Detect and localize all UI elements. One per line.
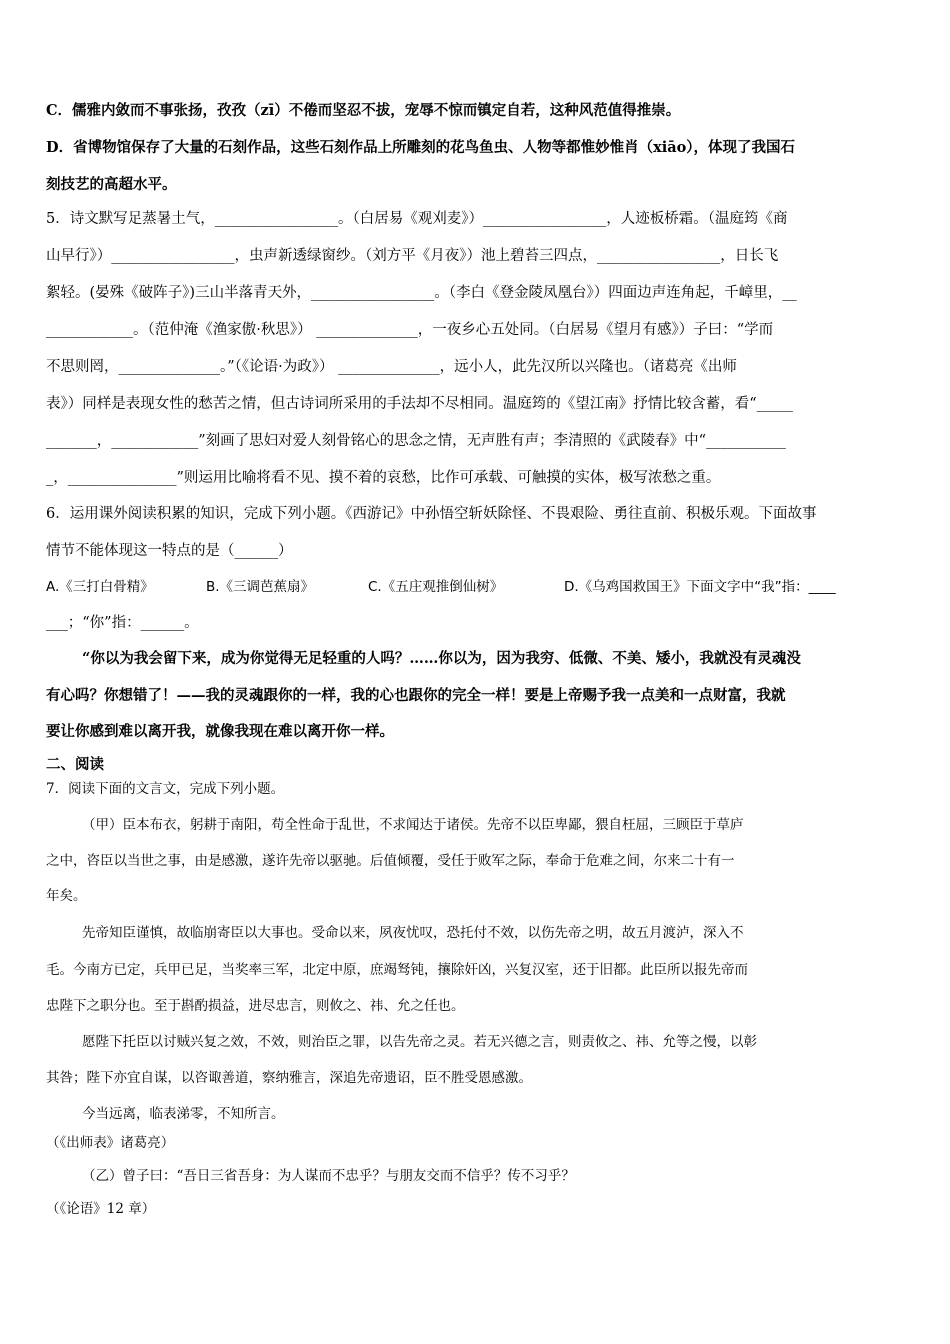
q7-intro: 7．阅读下面的文言文，完成下列小题。 <box>46 781 285 797</box>
q6-quote-line-3: 要让你感到难以离开我，就像我现在难以离开你一样。 <box>46 723 394 740</box>
jia-line-8: 其咎；陛下亦宜自谋，以咨诹善道，察纳雅言，深追先帝遗诏，臣不胜受恩感激。 <box>46 1070 532 1086</box>
q6-line-2: 情节不能体现这一特点的是（______） <box>46 543 293 559</box>
yi-text: （乙）曾子曰：“吾日三省吾身：为人谋而不忠乎？与朋友交而不信乎？传不习乎？ <box>82 1168 575 1184</box>
jia-line-7: 愿陛下托臣以讨贼兴复之效，不效，则治臣之罪，以告先帝之灵。若无兴德之言，则责攸之、祎、允等之慢，以彰 <box>82 1034 757 1050</box>
q5-line-7: _______，____________”刻画了思妇对爱人刻骨铭心的思念之情，无声胜有声；李清照的《武陵春》中“___________ <box>46 433 786 449</box>
jia-line-4: 先帝知臣谨慎，故临崩寄臣以大事也。受命以来，夙夜忧叹，恐托付不效，以伤先帝之明，故五月渡泸，深入不 <box>82 925 744 941</box>
q6-quote-line-1: “你以为我会留下来，成为你觉得无足轻重的人吗？……你以为，因为我穷、低微、不美、矮小，我就没有灵魂没 <box>82 650 801 667</box>
q5-line-6: 表》）同样是表现女性的愁苦之情，但古诗词所采用的手法却不尽相同。温庭筠的《望江南》抒情比较含蓄，看“_____ <box>46 396 793 412</box>
jia-line-1: （甲）臣本布衣，躬耕于南阳，苟全性命于乱世，不求闻达于诸侯。先帝不以臣卑鄙，猥自枉屈，三顾臣于草庐 <box>82 817 744 833</box>
q5-line-2: 山早行》）_________________，虫声新透绿窗纱。（刘方平《月夜》）池上碧苔三四点，_________________，日长飞 <box>46 248 779 264</box>
q5-line-5: 不思则罔，______________。”（《论语·为政》） ______________，远小人，此先汉所以兴隆也。（诸葛亮《出师 <box>46 359 737 375</box>
q5-line-8: _，_______________”则运用比喻将看不见、摸不着的哀愁，比作可承载、可触摸的实体，极写浓愁之重。 <box>46 470 721 486</box>
jia-line-6: 忠陛下之职分也。至于斟酌损益，进尽忠言，则攸之、祎、允之任也。 <box>46 998 465 1014</box>
q5-line-4: ____________。（范仲淹《渔家傲·秋思》） ______________，一夜乡心五处同。（白居易《望月有感》）子曰：“学而 <box>46 322 774 338</box>
q4-option-d-line2: 刻技艺的高超水平。 <box>46 176 177 193</box>
q6-quote-line-2: 有心吗？你想错了！——我的灵魂跟你的一样，我的心也跟你的完全一样！要是上帝赐予我一点美和一点财富，我就 <box>46 687 786 704</box>
yi-source: （《论语》12 章） <box>46 1201 156 1217</box>
jia-source: （《出师表》诸葛亮） <box>46 1135 175 1151</box>
q6-option-c: C.《五庄观推倒仙树》 <box>368 579 504 595</box>
q6-option-d: D.《乌鸡国救国王》下面文字中“我”指：____ <box>564 579 836 595</box>
q5-line-1: 5．诗文默写足蒸暑土气，_________________。（白居易《观刈麦》）_________________，人迹板桥霜。（温庭筠《商 <box>46 211 788 227</box>
q4-option-c: C．儒雅内敛而不事张扬，孜孜（zī）不倦而坚忍不拔，宠辱不惊而镇定自若，这种风范值得推崇。 <box>46 102 681 119</box>
jia-line-2: 之中，咨臣以当世之事，由是感激，遂许先帝以驱驰。后值倾覆，受任于败军之际，奉命于危难之间，尔来二十有一 <box>46 853 735 869</box>
q5-line-3: 絮轻。(晏殊《破阵子》)三山半落青天外，_________________。（李白《登金陵凤凰台》）四面边声连角起，千嶂里，__ <box>46 285 797 301</box>
q6-option-a: A.《三打白骨精》 <box>46 579 154 595</box>
jia-line-9: 今当远离，临表涕零，不知所言。 <box>82 1106 285 1122</box>
q6-line-1: 6．运用课外阅读积累的知识，完成下列小题。《西游记》中孙悟空斩妖除怪、不畏艰险、勇往直前、积极乐观。下面故事 <box>46 506 817 522</box>
q6-options <box>46 577 908 597</box>
q4-option-d-line1: D．省博物馆保存了大量的石刻作品，这些石刻作品上所雕刻的花鸟鱼虫、人物等都惟妙惟肖（xiāo），体现了我国石 <box>46 139 796 156</box>
jia-line-5: 毛。今南方已定，兵甲已足，当奖率三军，北定中原，庶竭驽钝，攘除奸凶，兴复汉室，还于旧都。此臣所以报先帝而 <box>46 962 748 978</box>
q6-option-b: B.《三调芭蕉扇》 <box>206 579 315 595</box>
section-heading: 二、阅读 <box>46 756 104 773</box>
q6-line-4: ___；“你”指：______。 <box>46 615 199 631</box>
jia-line-3: 年矣。 <box>46 888 87 904</box>
